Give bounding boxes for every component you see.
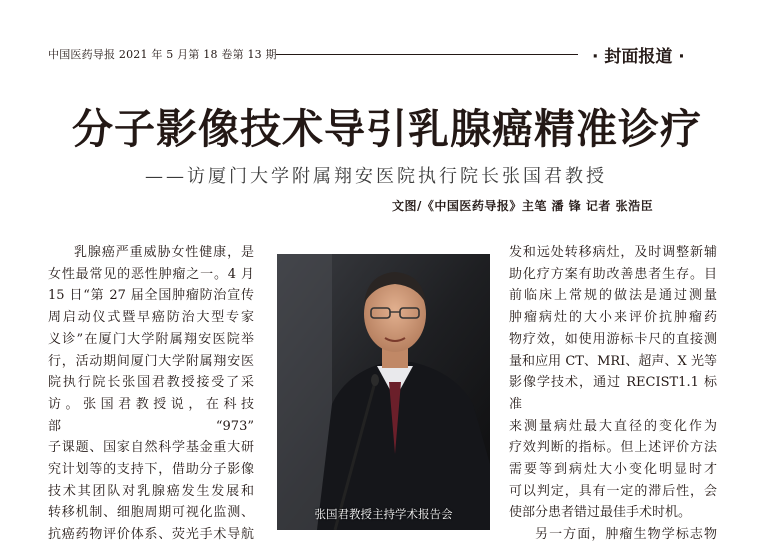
photo-caption: 张国君教授主持学术报告会 bbox=[314, 507, 453, 521]
left-column bbox=[48, 242, 254, 546]
header-divider bbox=[276, 54, 578, 55]
body-line: 影像学技术，通过 RECIST1.1 标准 bbox=[509, 375, 717, 412]
body-line: 15 日“第 27 届全国肿瘤防治宣传 bbox=[48, 288, 254, 304]
article-subtitle: ——访厦门大学附属翔安医院执行院长张国君教授 bbox=[145, 166, 607, 187]
body-line: 来测量病灶最大直径的变化作为 bbox=[509, 418, 717, 434]
body-line: 需要等到病灶大小变化明显时才 bbox=[509, 462, 717, 478]
body-line: 使部分患者错过最佳手术时机。 bbox=[509, 505, 692, 521]
body-line: 女性最常见的恶性肿瘤之一。4 月 bbox=[48, 266, 254, 282]
photo-illustration bbox=[277, 254, 490, 530]
body-line: 院执行院长张国君教授接受了采 bbox=[48, 375, 254, 391]
body-line: 子课题、国家自然科学基金重大研 bbox=[48, 440, 254, 456]
body-line: 疗效判断的指标。但上述评价方法 bbox=[509, 440, 717, 456]
right-column bbox=[509, 242, 717, 546]
body-line: 义诊”在厦门大学附属翔安医院举 bbox=[48, 331, 254, 347]
body-line: 访。张国君教授说，在科技部“973” bbox=[48, 396, 254, 434]
body-line: 抗癌药物评价体系、荧光手术导航 bbox=[48, 527, 254, 543]
body-line: 转移机制、细胞周期可视化监测、 bbox=[48, 505, 254, 521]
body-line: 乳腺癌严重威胁女性健康，是 bbox=[74, 245, 254, 260]
body-line: 肿瘤病灶的大小来评价抗肿瘤药 bbox=[509, 310, 717, 326]
body-line: 前临床上常规的做法是通过测量 bbox=[509, 288, 717, 304]
body-line: 周启动仪式暨早癌防治大型专家 bbox=[48, 310, 254, 326]
body-line: 究计划等的支持下，借助分子影像 bbox=[48, 462, 254, 478]
body-line: 量和应用 CT、MRI、超声、X 光等 bbox=[509, 353, 717, 369]
body-line: 发和远处转移病灶，及时调整新辅 bbox=[509, 245, 717, 260]
article-photo bbox=[277, 254, 490, 530]
body-line: 可以判定，具有一定的滞后性，会 bbox=[509, 483, 717, 499]
journal-info: 中国医药导报 2021 年 5 月第 18 卷第 13 期 bbox=[48, 48, 277, 61]
body-line: 物疗效，如使用游标卡尺的直接测 bbox=[509, 331, 717, 347]
body-line: 另一方面，肿瘤生物学标志物 bbox=[535, 527, 717, 543]
article-byline: 文图/《中国医药导报》主笔 潘 锋 记者 张浩臣 bbox=[392, 199, 654, 213]
body-line: 技术其团队对乳腺癌发生发展和 bbox=[48, 483, 254, 499]
body-line: 行，活动期间厦门大学附属翔安医 bbox=[48, 353, 254, 369]
section-label: · 封面报道 · bbox=[592, 47, 685, 67]
body-line: 助化疗方案有助改善患者生存。目 bbox=[509, 266, 717, 282]
article-title: 分子影像技术导引乳腺癌精准诊疗 bbox=[72, 105, 702, 153]
